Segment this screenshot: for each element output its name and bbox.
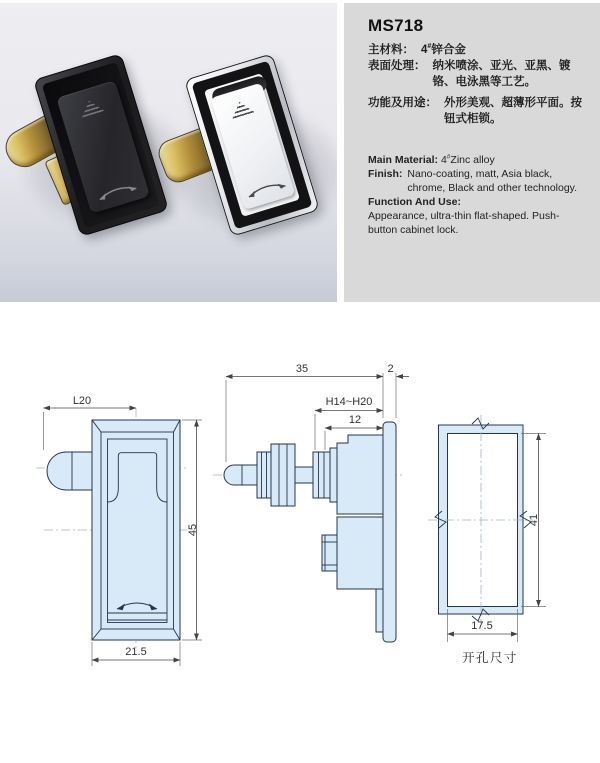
- finish-label-zh: 表面处理：: [368, 60, 426, 72]
- chrome-lock-face: [204, 73, 300, 217]
- front-view-drawing: [36, 395, 202, 666]
- material-value-en: 4#Zinc alloy: [440, 153, 495, 166]
- mounting-nut: [313, 452, 330, 498]
- technical-drawings: [0, 358, 600, 703]
- dim-front-width-ref: L20: [72, 395, 92, 407]
- dim-side-panel-thickness: 2: [387, 363, 394, 375]
- finish-label-en: Finish:: [368, 168, 403, 180]
- rotation-arrow-icon: [240, 174, 292, 202]
- product-photo: [0, 3, 337, 302]
- spec-row-finish-zh: [368, 58, 584, 90]
- spec-row-material-en: [368, 153, 584, 167]
- material-label-en: Main Material:: [368, 154, 439, 166]
- spec-panel: [344, 3, 600, 302]
- rotation-arrow-icon: [91, 176, 143, 204]
- material-label-zh: 主材料：: [368, 44, 414, 56]
- dim-side-body-depth: 12: [348, 414, 362, 426]
- chrome-lock-push-button: [210, 83, 295, 210]
- shaft: [224, 465, 257, 485]
- dim-front-width: 21.5: [125, 646, 147, 658]
- finish-value-zh: 纳米喷涂、亚光、亚黑、镀铬、电泳黑等工艺。: [432, 60, 571, 88]
- black-lock-push-button: [56, 80, 150, 214]
- front-bezel-side: [383, 422, 396, 642]
- function-label-zh: 功能及用途：: [368, 97, 437, 109]
- dim-side-grip-range: H14~H20: [325, 396, 373, 408]
- dim-side-depth: 35: [295, 363, 309, 375]
- function-value-zh: 外形美观、超薄形平面。按钮式柜锁。: [444, 97, 582, 125]
- lock-body-side: [337, 435, 383, 514]
- dim-front-height: 45: [187, 523, 199, 537]
- product-code-title: MS718: [368, 16, 424, 35]
- dim-cutout-width: 17.5: [471, 620, 493, 632]
- material-value-zh: 4#锌合金: [421, 42, 466, 56]
- cutout-caption: 开孔尺寸: [461, 651, 519, 665]
- cam-profile: [47, 452, 93, 490]
- dim-cutout-height: 41: [528, 513, 540, 527]
- triangle-grip-icon: [77, 97, 107, 120]
- spec-block-en: [368, 153, 584, 237]
- spec-row-finish-en: [368, 167, 584, 195]
- function-label-en: Function And Use:: [368, 196, 461, 208]
- spec-row-material-zh: [368, 42, 584, 58]
- cutout-view-drawing: [428, 415, 546, 665]
- triangle-grip-icon: [227, 98, 257, 121]
- finish-value-en: Nano-coating, matt, Asia black, chrome, Black and other technology.: [407, 168, 578, 194]
- function-value-en: Appearance, ultra-thin flat-shaped. Push-button cabinet lock.: [368, 210, 560, 236]
- side-view-drawing: [213, 363, 409, 642]
- spec-row-function-zh: [368, 95, 584, 127]
